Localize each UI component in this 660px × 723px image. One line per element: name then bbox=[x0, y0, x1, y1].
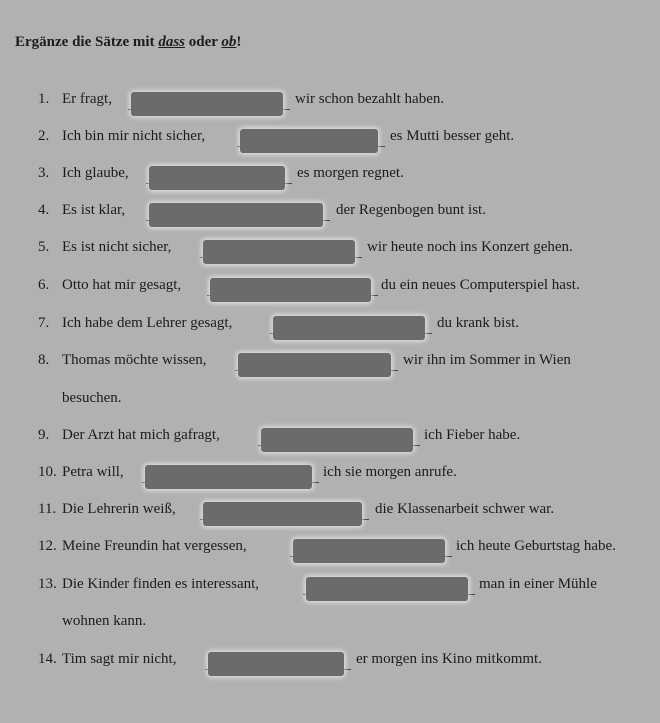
answer-cover-box[interactable] bbox=[149, 166, 285, 190]
answer-blank[interactable] bbox=[237, 145, 385, 147]
answer-blank[interactable] bbox=[235, 369, 398, 371]
sentence-end: die Klassenarbeit schwer war. bbox=[375, 501, 555, 517]
answer-cover-box[interactable] bbox=[293, 539, 445, 563]
answer-blank[interactable] bbox=[146, 219, 330, 221]
answer-cover-box[interactable] bbox=[273, 316, 425, 340]
sentence-continuation: besuchen. bbox=[62, 390, 122, 406]
title-keyword-ob: ob bbox=[221, 34, 237, 50]
sentence-end: du ein neues Computerspiel hast. bbox=[381, 277, 580, 293]
answer-cover-box[interactable] bbox=[149, 203, 323, 227]
sentence-start: Die Lehrerin weiß, bbox=[62, 501, 176, 517]
sentence-end: ich Fieber habe. bbox=[424, 427, 521, 443]
sentence-start: Es ist nicht sicher, bbox=[62, 239, 172, 255]
item-number: 4. bbox=[38, 202, 50, 218]
sentence-end: ich sie morgen anrufe. bbox=[323, 464, 457, 480]
answer-cover-box[interactable] bbox=[261, 428, 413, 452]
answer-blank[interactable] bbox=[128, 108, 290, 110]
sentence-end: wir ihn im Sommer in Wien bbox=[403, 352, 571, 368]
sentence-end: er morgen ins Kino mitkommt. bbox=[356, 651, 542, 667]
item-number: 10. bbox=[38, 464, 57, 480]
sentence-start: Tim sagt mir nicht, bbox=[62, 651, 177, 667]
sentence-end: es morgen regnet. bbox=[297, 165, 404, 181]
item-number: 2. bbox=[38, 128, 50, 144]
sentence-start: Ich habe dem Lehrer gesagt, bbox=[62, 315, 233, 331]
sentence-end: du krank bist. bbox=[437, 315, 520, 331]
answer-blank[interactable] bbox=[290, 555, 452, 557]
sentence-end: man in einer Mühle bbox=[479, 576, 597, 592]
sentence-start: Es ist klar, bbox=[62, 202, 126, 218]
answer-cover-box[interactable] bbox=[306, 577, 468, 601]
item-number: 6. bbox=[38, 277, 50, 293]
title-keyword-dass: dass bbox=[158, 34, 185, 50]
item-number: 14. bbox=[38, 651, 57, 667]
answer-cover-box[interactable] bbox=[203, 502, 362, 526]
answer-blank[interactable] bbox=[270, 332, 432, 334]
answer-cover-box[interactable] bbox=[208, 652, 344, 676]
answer-blank[interactable] bbox=[303, 593, 475, 595]
item-number: 9. bbox=[38, 427, 50, 443]
sentence-start: Er fragt, bbox=[62, 91, 112, 107]
answer-cover-box[interactable] bbox=[238, 353, 391, 377]
sentence-start: Der Arzt hat mich gafragt, bbox=[62, 427, 220, 443]
item-number: 8. bbox=[38, 352, 50, 368]
answer-cover-box[interactable] bbox=[131, 92, 283, 116]
answer-blank[interactable] bbox=[207, 294, 378, 296]
item-number: 12. bbox=[38, 538, 57, 554]
answer-cover-box[interactable] bbox=[145, 465, 312, 489]
sentence-start: Petra will, bbox=[62, 464, 124, 480]
sentence-end: wir heute noch ins Konzert gehen. bbox=[367, 239, 573, 255]
item-number: 5. bbox=[38, 239, 50, 255]
sentence-start: Thomas möchte wissen, bbox=[62, 352, 207, 368]
sentence-start: Ich bin mir nicht sicher, bbox=[62, 128, 206, 144]
answer-blank[interactable] bbox=[200, 256, 362, 258]
sentence-end: ich heute Geburtstag habe. bbox=[456, 538, 616, 554]
answer-blank[interactable] bbox=[146, 182, 292, 184]
sentence-start: Ich glaube, bbox=[62, 165, 129, 181]
item-number: 3. bbox=[38, 165, 50, 181]
sentence-start: Otto hat mir gesagt, bbox=[62, 277, 182, 293]
answer-cover-box[interactable] bbox=[210, 278, 371, 302]
answer-blank[interactable] bbox=[200, 518, 369, 520]
item-number: 7. bbox=[38, 315, 50, 331]
sentence-continuation: wohnen kann. bbox=[62, 613, 147, 629]
sentence-end: der Regenbogen bunt ist. bbox=[336, 202, 486, 218]
answer-blank[interactable] bbox=[258, 444, 420, 446]
sentence-start: Meine Freundin hat vergessen, bbox=[62, 538, 247, 554]
answer-blank[interactable] bbox=[205, 668, 351, 670]
answer-blank[interactable] bbox=[142, 481, 319, 483]
sentence-end: es Mutti besser geht. bbox=[390, 128, 515, 144]
answer-cover-box[interactable] bbox=[240, 129, 378, 153]
item-number: 11. bbox=[38, 501, 57, 517]
sentence-end: wir schon bezahlt haben. bbox=[295, 91, 445, 107]
worksheet-title: Ergänze die Sätze mit dass oder ob! bbox=[15, 34, 242, 50]
answer-cover-box[interactable] bbox=[203, 240, 355, 264]
item-number: 1. bbox=[38, 91, 50, 107]
item-number: 13. bbox=[38, 576, 57, 592]
sentence-start: Die Kinder finden es interessant, bbox=[62, 576, 260, 592]
